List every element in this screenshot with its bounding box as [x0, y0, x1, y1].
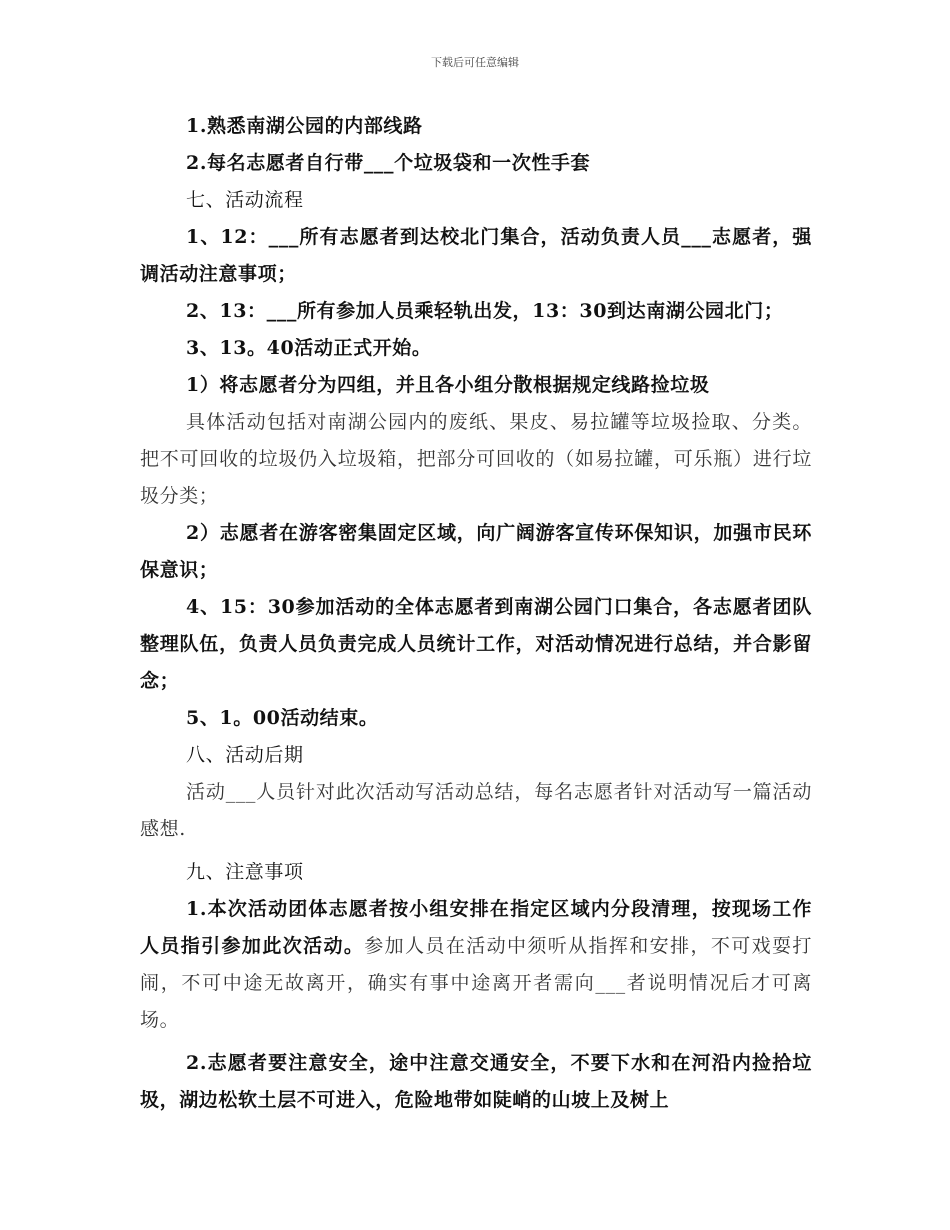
paragraph: 八、活动后期 — [186, 744, 304, 766]
paragraph: 2）志愿者在游客密集固定区域，向广阔游客宣传环保知识，加强市民环保意识； — [140, 522, 812, 581]
paragraph: 3、13。40活动正式开始。 — [186, 337, 432, 359]
paragraph-list — [140, 108, 812, 891]
notice-item-1-rest: 参加人员在活动中须听从指挥和安排，不可戏耍打闹，不可中途无故离开，确实有事中途离开者需向___者说明情况后才可离场。 — [140, 935, 812, 1031]
notice-item-1-bold: 1.本次活动团体志愿者按小组安排在指定区域内分段清理，按现场工作人员指引参加此次活动。 — [140, 898, 812, 957]
paragraph: 2、13：___所有参加人员乘轻轨出发，13：30到达南湖公园北门； — [186, 300, 784, 322]
paragraph: 2.每名志愿者自行带___个垃圾袋和一次性手套 — [186, 152, 591, 174]
paragraph: 九、注意事项 — [186, 861, 304, 883]
paragraph: 1、12：___所有志愿者到达校北门集合，活动负责人员___志愿者，强调活动注意事项； — [140, 226, 812, 285]
notice-item-2: 2.志愿者要注意安全，途中注意交通安全，不要下水和在河沿内捡拾垃圾，湖边松软土层不可进入，危险地带如陡峭的山坡上及树上 — [140, 1052, 812, 1111]
notice-item-1 — [140, 891, 812, 1039]
paragraph: 4、15：30参加活动的全体志愿者到南湖公园门口集合，各志愿者团队整理队伍，负责人员负责完成人员统计工作，对活动情况进行总结，并合影留念； — [140, 596, 812, 692]
paragraph: 具体活动包括对南湖公园内的废纸、果皮、易拉罐等垃圾捡取、分类。把不可回收的垃圾仍入垃圾箱，把部分可回收的（如易拉罐，可乐瓶）进行垃圾分类； — [140, 411, 812, 507]
paragraph: 1.熟悉南湖公园的内部线路 — [186, 115, 423, 137]
paragraph: 七、活动流程 — [186, 189, 304, 211]
document-body — [140, 108, 812, 1119]
paragraph: 1）将志愿者分为四组，并且各小组分散根据规定线路捡垃圾 — [186, 374, 710, 396]
paragraph: 5、1。00活动结束。 — [186, 707, 379, 729]
page-header: 下载后可任意编辑 — [431, 56, 519, 69]
paragraph: 活动___人员针对此次活动写活动总结，每名志愿者针对活动写一篇活动感想. — [140, 781, 812, 840]
